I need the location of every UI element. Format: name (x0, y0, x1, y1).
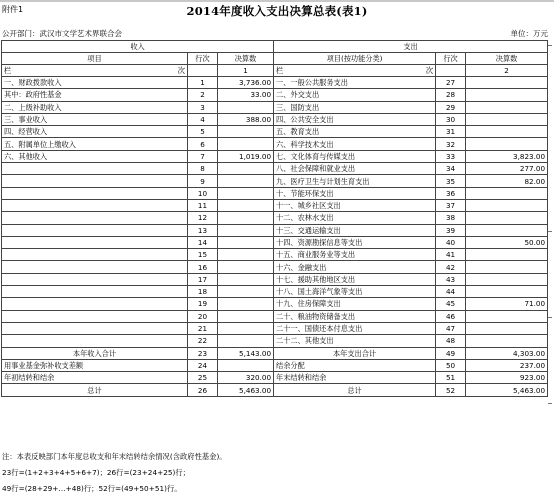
table-row (2, 273, 548, 285)
income-rowno-cell: 20 (188, 310, 218, 322)
expense-item-cell: 十七、援助其他地区支出 (274, 273, 436, 285)
expense-amount-cell (466, 286, 548, 298)
report-title: 2014年度收入支出决算总表(表1) (186, 4, 368, 18)
expense-rowno-header: 行次 (436, 53, 466, 65)
income-amount-cell: 5,463.00 (218, 384, 274, 396)
income-item-cell: 三、事业收入 (2, 113, 188, 125)
income-amount-cell (218, 310, 274, 322)
income-rowno-cell: 11 (188, 199, 218, 211)
expense-item-cell: 本年支出合计 (274, 347, 436, 359)
income-section-header: 收入 (2, 41, 274, 53)
expense-item-cell: 十、节能环保支出 (274, 187, 436, 199)
income-rowno-cell: 5 (188, 126, 218, 138)
expense-amount-cell (466, 322, 548, 334)
expense-amount-cell (466, 187, 548, 199)
income-rowno-cell: 24 (188, 359, 218, 371)
income-rowno-cell: 9 (188, 175, 218, 187)
expense-rowno-cell: 31 (436, 126, 466, 138)
total-row (2, 359, 548, 371)
income-item-cell (2, 199, 188, 211)
income-amount-cell (218, 359, 274, 371)
income-rowno-cell: 1 (188, 77, 218, 89)
income-rowno-cell: 7 (188, 150, 218, 162)
expense-item-cell: 九、医疗卫生与计划生育支出 (274, 175, 436, 187)
expense-amount-cell: 50.00 (466, 236, 548, 248)
expense-amount-cell: 4,303.00 (466, 347, 548, 359)
income-amount-cell: 388.00 (218, 113, 274, 125)
expense-rowno-cell: 49 (436, 347, 466, 359)
table-row (2, 187, 548, 199)
income-rowno-cell: 16 (188, 261, 218, 273)
expense-amount-cell (466, 77, 548, 89)
income-amount-cell (218, 163, 274, 175)
expense-item-cell: 五、教育支出 (274, 126, 436, 138)
table-row (2, 224, 548, 236)
income-rowno-cell: 3 (188, 101, 218, 113)
income-lanci-cell (2, 65, 188, 77)
table-row (2, 150, 548, 162)
expense-rowno-cell: 50 (436, 359, 466, 371)
income-rowno-cell: 10 (188, 187, 218, 199)
income-amount-cell: 3,736.00 (218, 77, 274, 89)
expense-rowno-cell: 47 (436, 322, 466, 334)
income-amount-cell (218, 322, 274, 334)
income-item-cell: 用事业基金弥补收支差额 (2, 359, 188, 371)
income-item-header: 项目 (2, 53, 188, 65)
expense-item-cell: 十九、住房保障支出 (274, 298, 436, 310)
income-item-cell (2, 286, 188, 298)
income-rowno-cell: 4 (188, 113, 218, 125)
edge-tick (548, 45, 552, 46)
expense-item-cell: 十四、资源勘探信息等支出 (274, 236, 436, 248)
expense-lanci-empty (436, 65, 466, 77)
income-expense-table (1, 40, 548, 397)
income-amount-cell (218, 298, 274, 310)
expense-item-cell: 十六、金融支出 (274, 261, 436, 273)
income-amount-header: 决算数 (218, 53, 274, 65)
notes (2, 449, 227, 497)
income-item-cell (2, 322, 188, 334)
table-row (2, 212, 548, 224)
expense-item-header: 项目(按功能分类) (274, 53, 436, 65)
expense-item-cell: 二、外交支出 (274, 89, 436, 101)
total-row (2, 372, 548, 384)
income-amount-cell (218, 175, 274, 187)
expense-amount-cell: 237.00 (466, 359, 548, 371)
expense-rowno-cell: 42 (436, 261, 466, 273)
income-item-cell: 年初结转和结余 (2, 372, 188, 384)
header-row-sections (2, 41, 548, 53)
income-rowno-cell: 2 (188, 89, 218, 101)
income-rowno-cell: 14 (188, 236, 218, 248)
expense-amount-cell (466, 126, 548, 138)
income-rowno-header: 行次 (188, 53, 218, 65)
expense-rowno-cell: 48 (436, 335, 466, 347)
income-lanci-empty (188, 65, 218, 77)
unit-label: 单位：万元 (510, 29, 548, 38)
income-amount-cell (218, 224, 274, 236)
income-amount-cell: 320.00 (218, 372, 274, 384)
income-item-cell (2, 236, 188, 248)
note-line: 注：本表反映部门本年度总收支和年末结转结余情况(含政府性基金)。 (2, 452, 227, 461)
expense-lanci-cell (274, 65, 436, 77)
total-row (2, 347, 548, 359)
expense-item-cell: 总计 (274, 384, 436, 396)
expense-rowno-cell: 40 (436, 236, 466, 248)
expense-amount-cell (466, 310, 548, 322)
expense-amount-cell: 82.00 (466, 175, 548, 187)
income-amount-cell (218, 126, 274, 138)
income-rowno-cell: 25 (188, 372, 218, 384)
income-amount-cell (218, 261, 274, 273)
income-item-cell: 本年收入合计 (2, 347, 188, 359)
income-amount-cell (218, 187, 274, 199)
income-item-cell (2, 224, 188, 236)
expense-amount-header: 决算数 (466, 53, 548, 65)
income-amount-cell (218, 249, 274, 261)
expense-item-cell: 六、科学技术支出 (274, 138, 436, 150)
income-rowno-cell: 12 (188, 212, 218, 224)
income-amount-cell: 5,143.00 (218, 347, 274, 359)
table-row (2, 249, 548, 261)
table-row (2, 286, 548, 298)
expense-rowno-cell: 39 (436, 224, 466, 236)
income-amount-cell (218, 212, 274, 224)
income-amount-cell (218, 236, 274, 248)
expense-rowno-cell: 36 (436, 187, 466, 199)
expense-rowno-cell: 41 (436, 249, 466, 261)
income-rowno-cell: 17 (188, 273, 218, 285)
income-item-cell: 四、经营收入 (2, 126, 188, 138)
expense-item-cell: 十八、国土海洋气象等支出 (274, 286, 436, 298)
table-row (2, 298, 548, 310)
expense-rowno-cell: 44 (436, 286, 466, 298)
expense-item-cell: 结余分配 (274, 359, 436, 371)
expense-rowno-cell: 32 (436, 138, 466, 150)
income-amount-cell: 33.00 (218, 89, 274, 101)
expense-item-cell: 年末结转和结余 (274, 372, 436, 384)
expense-item-cell: 十一、城乡社区支出 (274, 199, 436, 211)
expense-rowno-cell: 28 (436, 89, 466, 101)
expense-section-header: 支出 (274, 41, 548, 53)
income-rowno-cell: 18 (188, 286, 218, 298)
expense-amount-cell (466, 335, 548, 347)
expense-rowno-cell: 29 (436, 101, 466, 113)
table-row (2, 335, 548, 347)
expense-item-cell: 二十二、其他支出 (274, 335, 436, 347)
table-row (2, 236, 548, 248)
income-item-cell: 二、上级补助收入 (2, 101, 188, 113)
income-amount-cell (218, 286, 274, 298)
income-item-cell (2, 310, 188, 322)
edge-tick (548, 317, 552, 318)
expense-col-index: 2 (466, 65, 548, 77)
expense-amount-cell (466, 101, 548, 113)
income-amount-cell (218, 335, 274, 347)
header-row-column-index (2, 65, 548, 77)
expense-item-cell: 一、一般公共服务支出 (274, 77, 436, 89)
income-amount-cell (218, 273, 274, 285)
expense-rowno-cell: 46 (436, 310, 466, 322)
income-amount-cell (218, 101, 274, 113)
total-row (2, 384, 548, 396)
edge-tick (548, 403, 552, 404)
table-row (2, 322, 548, 334)
table-row (2, 89, 548, 101)
expense-item-cell: 十三、交通运输支出 (274, 224, 436, 236)
note-line: 49行=(28+29+…+48)行；52行=(49+50+51)行。 (2, 484, 182, 493)
department-label: 公开部门：武汉市文学艺术界联合会 (2, 29, 122, 38)
attachment-label: 附件1 (2, 5, 24, 14)
income-rowno-cell: 26 (188, 384, 218, 396)
income-col-index: 1 (218, 65, 274, 77)
table-row (2, 113, 548, 125)
edge-tick (548, 231, 552, 232)
income-item-cell (2, 175, 188, 187)
expense-amount-cell (466, 249, 548, 261)
income-item-cell (2, 249, 188, 261)
table-row (2, 77, 548, 89)
table-row (2, 101, 548, 113)
expense-rowno-cell: 45 (436, 298, 466, 310)
income-rowno-cell: 19 (188, 298, 218, 310)
expense-rowno-cell: 38 (436, 212, 466, 224)
income-rowno-cell: 23 (188, 347, 218, 359)
expense-rowno-cell: 43 (436, 273, 466, 285)
expense-amount-cell (466, 113, 548, 125)
income-rowno-cell: 15 (188, 249, 218, 261)
expense-amount-cell (466, 212, 548, 224)
income-item-cell: 五、附属单位上缴收入 (2, 138, 188, 150)
income-item-cell (2, 212, 188, 224)
income-rowno-cell: 13 (188, 224, 218, 236)
lan-label: 栏 (4, 66, 12, 75)
income-amount-cell (218, 199, 274, 211)
expense-amount-cell (466, 89, 548, 101)
expense-amount-cell: 71.00 (466, 298, 548, 310)
income-amount-cell (218, 138, 274, 150)
expense-amount-cell (466, 199, 548, 211)
expense-rowno-cell: 33 (436, 150, 466, 162)
note-line: 23行=(1+2+3+4+5+6+7)；26行=(23+24+25)行； (2, 468, 190, 477)
expense-item-cell: 十五、商业服务业等支出 (274, 249, 436, 261)
expense-item-cell: 七、文化体育与传媒支出 (274, 150, 436, 162)
income-item-cell: 其中：政府性基金 (2, 89, 188, 101)
expense-item-cell: 十二、农林水支出 (274, 212, 436, 224)
header-row-columns (2, 53, 548, 65)
expense-item-cell: 二十、粮油物资储备支出 (274, 310, 436, 322)
ci-label: 次 (425, 66, 434, 75)
expense-amount-cell (466, 224, 548, 236)
expense-rowno-cell: 27 (436, 77, 466, 89)
ci-label: 次 (177, 66, 185, 75)
table-row (2, 163, 548, 175)
income-item-cell (2, 261, 188, 273)
expense-amount-cell: 923.00 (466, 372, 548, 384)
expense-item-cell: 八、社会保障和就业支出 (274, 163, 436, 175)
expense-rowno-cell: 34 (436, 163, 466, 175)
table-row (2, 261, 548, 273)
income-amount-cell: 1,019.00 (218, 150, 274, 162)
expense-amount-cell (466, 138, 548, 150)
expense-item-cell: 二十一、国债还本付息支出 (274, 322, 436, 334)
table-row (2, 199, 548, 211)
table-row (2, 138, 548, 150)
expense-amount-cell (466, 273, 548, 285)
expense-rowno-cell: 37 (436, 199, 466, 211)
income-rowno-cell: 8 (188, 163, 218, 175)
income-rowno-cell: 21 (188, 322, 218, 334)
lan-label: 栏 (276, 66, 284, 75)
income-item-cell: 总计 (2, 384, 188, 396)
income-rowno-cell: 6 (188, 138, 218, 150)
income-item-cell (2, 335, 188, 347)
expense-rowno-cell: 51 (436, 372, 466, 384)
expense-item-cell: 三、国防支出 (274, 101, 436, 113)
expense-item-cell: 四、公共安全支出 (274, 113, 436, 125)
income-rowno-cell: 22 (188, 335, 218, 347)
expense-amount-cell: 277.00 (466, 163, 548, 175)
table-row (2, 175, 548, 187)
income-item-cell: 六、其他收入 (2, 150, 188, 162)
expense-rowno-cell: 35 (436, 175, 466, 187)
expense-amount-cell: 3,823.00 (466, 150, 548, 162)
table-row (2, 126, 548, 138)
expense-rowno-cell: 30 (436, 113, 466, 125)
top-border (0, 0, 554, 2)
income-item-cell (2, 273, 188, 285)
income-item-cell: 一、财政拨款收入 (2, 77, 188, 89)
expense-amount-cell: 5,463.00 (466, 384, 548, 396)
income-item-cell (2, 298, 188, 310)
income-item-cell (2, 187, 188, 199)
expense-amount-cell (466, 261, 548, 273)
table-row (2, 310, 548, 322)
income-item-cell (2, 163, 188, 175)
expense-rowno-cell: 52 (436, 384, 466, 396)
